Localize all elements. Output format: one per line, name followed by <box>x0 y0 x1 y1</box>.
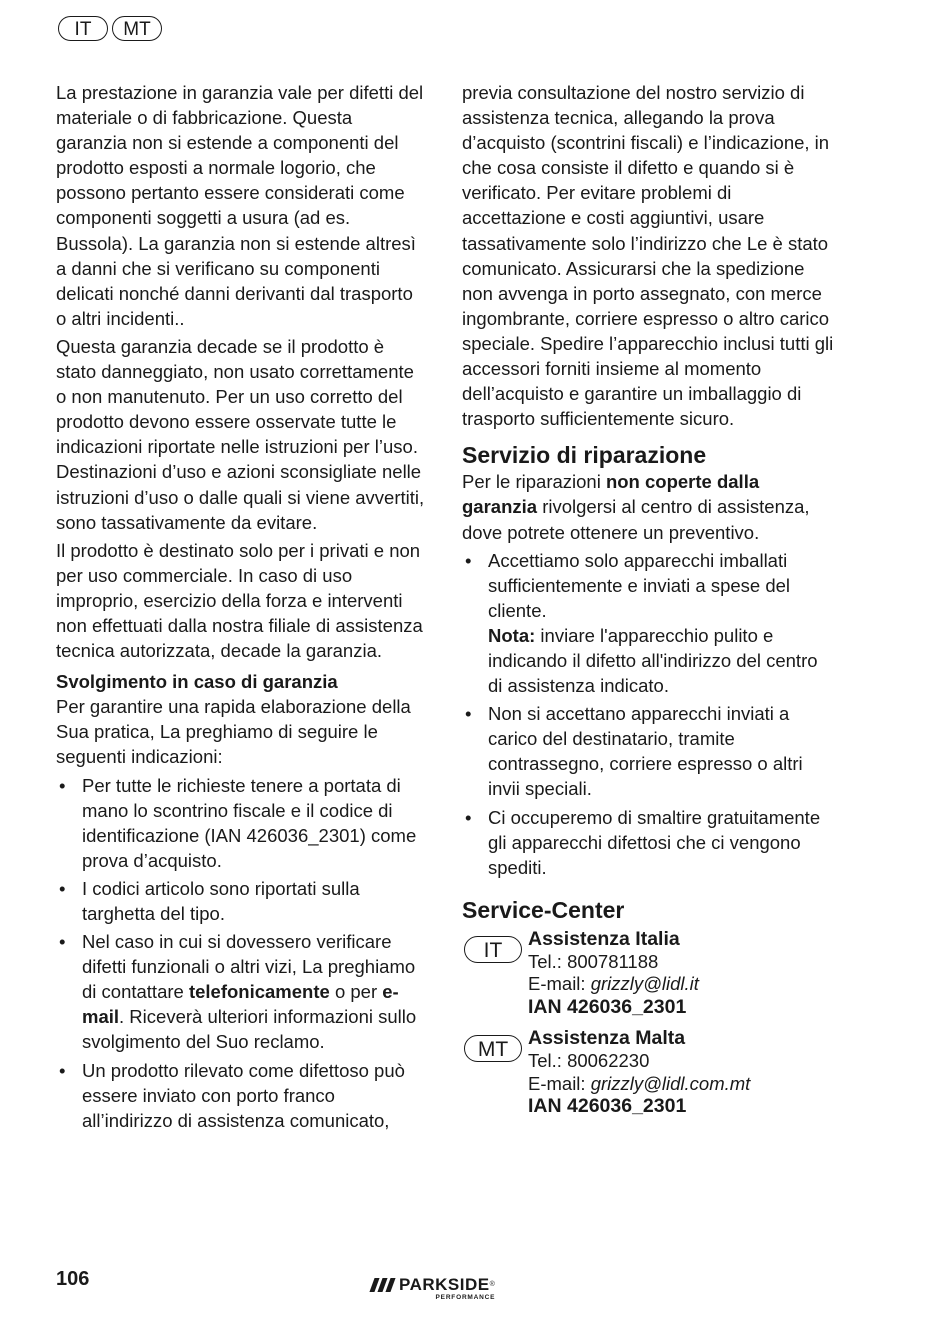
service-email: grizzly@lidl.com.mt <box>590 1072 751 1094</box>
email-label: E-mail: <box>528 973 591 995</box>
paragraph: Il prodotto è destinato solo per i privati e non per uso commerciale. In caso di uso improprio, esercizio della forza e interventi non effettuati dalla nostra filiale di assistenza tecnica autorizzata, decade la garanzia. <box>56 539 423 662</box>
text: rivolgersi al centro di assistenza, dove potrete ottenere un preventivo. <box>462 496 810 543</box>
bullet-list <box>56 773 428 1133</box>
list-item: • Ci occuperemo di smaltire gratuitamente gli apparecchi difettosi che ci vengono spediti. <box>462 805 834 880</box>
service-email-line <box>528 973 834 996</box>
left-column <box>56 80 428 1136</box>
logo-subline: PERFORMANCE <box>435 1294 496 1301</box>
service-center-malta <box>462 1027 834 1118</box>
emphasis-email: e-mail <box>82 981 399 1028</box>
emphasis-not-covered: non coperte dalla garanzia <box>462 471 760 518</box>
parkside-logo <box>372 1276 495 1302</box>
lang-badge-mt: MT <box>112 16 162 41</box>
service-name: Assistenza Malta <box>528 1027 686 1049</box>
page-number: 106 <box>56 1268 90 1290</box>
list-item-text: Nel caso in cui si dovessero verificare difetti funzionali o altri vizi, La preghiamo di contattare <box>82 931 416 1003</box>
paragraph: previa consultazione del nostro servizio di assistenza tecnica, allegando la prova d’acquisto (scontrini fiscali) e l’indicazione, in che cosa consiste il difetto e quando si è verificato. Per evitare problemi di accettazione e costi aggiuntivi, usare tassativamente solo l’indirizzo che Le è stato comunicato. Assicurarsi che la spedizione non avvenga in porto assegnato, con merce ingombrante, corriere espresso o altro carico speciale. Spedire l’apparecchio inclusi tutti gli accessori forniti insieme al momento dell’acquisto e garantire un imballaggio di trasporto sufficientemente sicuro. <box>462 82 834 430</box>
service-center-italy <box>462 928 834 1019</box>
list-item <box>462 548 834 699</box>
service-ian: IAN 426036_2301 <box>528 1095 687 1118</box>
lang-badge-it: IT <box>58 16 108 41</box>
paragraph: La prestazione in garanzia vale per difetti del materiale o di fabbricazione. Questa garanzia non si estende a componenti del prodotto esposti a normale logorio, che possono pertanto essere considerati come componenti soggetti a usura (ad es. Bussola). La garanzia non si estende altresì a danni che si verificano su componenti delicati nonché danni derivanti dal trasporto o altri incidenti.. <box>56 82 424 329</box>
right-column <box>462 80 834 1118</box>
list-item: • I codici articolo sono riportati sulla targhetta del tipo. <box>56 876 428 926</box>
service-phone: Tel.: 800781188 <box>528 950 659 972</box>
language-badges <box>58 16 162 41</box>
service-email-line <box>528 1073 834 1096</box>
paragraph: Questa garanzia decade se il prodotto è stato danneggiato, non usato correttamente o non manutenuto. Per un uso corretto del prodotto devono essere osservate tutte le indicazioni riportate nelle istruzioni per l’uso. Destinazioni d’uso e azioni sconsigliate nelle istruzioni d’uso o dalle quali si viene avvertiti, sono tassativamente da evitare. <box>56 335 425 533</box>
country-badge-it: IT <box>464 936 522 963</box>
service-name: Assistenza Italia <box>528 927 680 950</box>
section-heading-repair-service: Servizio di riparazione <box>462 442 707 469</box>
list-item <box>56 929 428 1054</box>
note <box>488 623 834 698</box>
paragraph: Per garantire una rapida elaborazione della Sua pratica, La preghiamo di seguire le seguenti indicazioni: <box>56 696 411 768</box>
section-heading-warranty-procedure: Svolgimento in caso di garanzia <box>56 671 338 693</box>
list-item: • Un prodotto rilevato come difettoso può essere inviato con porto franco all’indirizzo di assistenza comunicato, <box>56 1058 428 1133</box>
logo-wordmark <box>399 1276 495 1294</box>
country-badge-mt: MT <box>464 1035 522 1062</box>
registered-mark: ® <box>489 1281 496 1288</box>
list-item-text: Accettiamo solo apparecchi imballati sufficientemente e inviati a spese del cliente. <box>488 549 791 621</box>
paragraph <box>462 469 834 544</box>
list-item: • Non si accettano apparecchi inviati a carico del destinatario, tramite contrassegno, corriere espresso o altri invii speciali. <box>462 701 834 801</box>
service-ian: IAN 426036_2301 <box>528 996 687 1019</box>
service-email: grizzly@lidl.it <box>590 973 699 995</box>
service-phone: Tel.: 80062230 <box>528 1049 650 1071</box>
logo-slashes-icon <box>372 1278 393 1292</box>
note-text: inviare l'apparecchio pulito e indicando il difetto all'indirizzo del centro di assistenza indicato. <box>488 624 818 697</box>
list-item-text: . Riceverà ulteriori informazioni sullo svolgimento del Suo reclamo. <box>82 1006 417 1053</box>
bullet-list <box>462 548 834 880</box>
text: Per le riparazioni <box>462 471 606 493</box>
list-item-text: o per <box>329 981 383 1003</box>
note-label: Nota: <box>488 624 536 646</box>
email-label: E-mail: <box>528 1072 591 1094</box>
section-heading-service-center: Service-Center <box>462 896 625 923</box>
list-item: • Per tutte le richieste tenere a portata di mano lo scontrino fiscale e il codice di identificazione (IAN 426036_2301) come prova d’acquisto. <box>56 773 428 873</box>
logo-brand: PARKSIDE <box>399 1275 490 1294</box>
emphasis-phone: telefonicamente <box>188 981 330 1003</box>
